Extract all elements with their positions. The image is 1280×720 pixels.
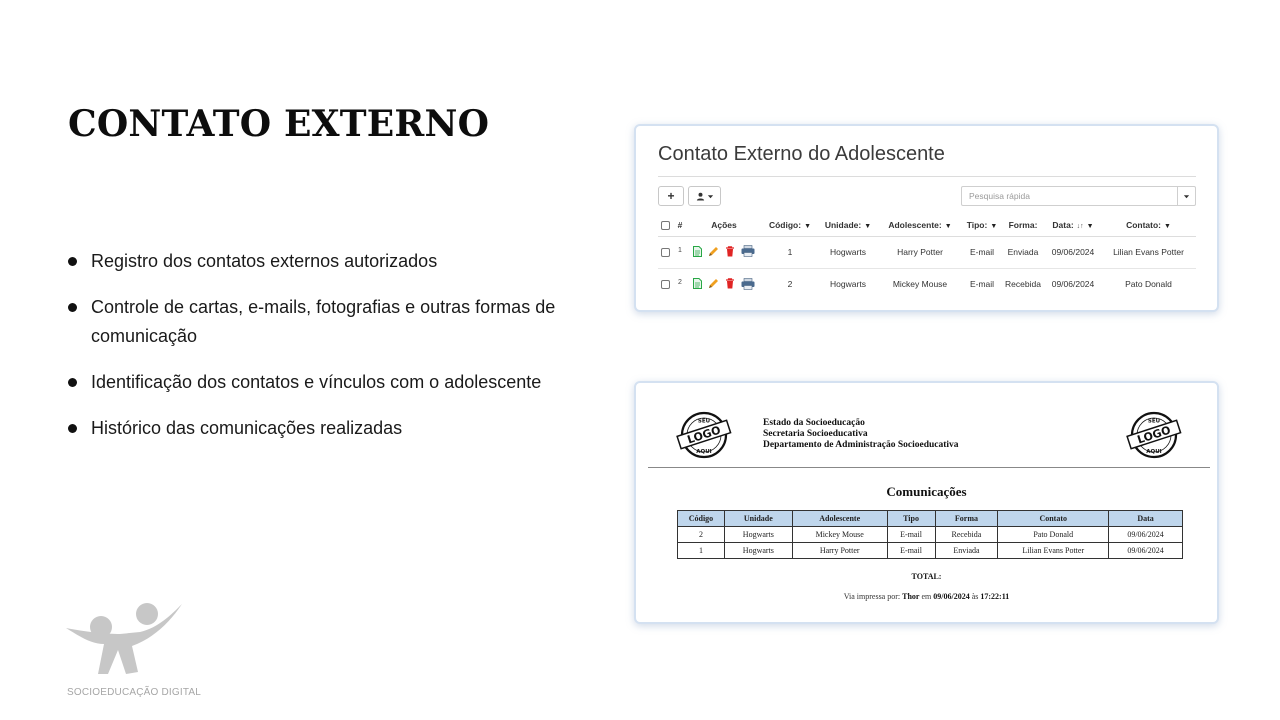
bullet-dot xyxy=(68,303,77,312)
cell-contato: Lilian Evans Potter xyxy=(1101,236,1196,268)
row-actions xyxy=(687,236,761,268)
cell-unidade: Hogwarts xyxy=(830,279,866,290)
header-line: Departamento de Administração Socioeducativa xyxy=(763,440,959,450)
col-header-acoes: Ações xyxy=(687,215,761,236)
col-label: Forma: xyxy=(1008,220,1038,231)
bullet-item xyxy=(68,293,588,351)
user-icon xyxy=(696,192,705,201)
select-all-cell xyxy=(658,215,673,236)
cell-data: 09/06/2024 xyxy=(1051,279,1095,290)
table-row[interactable] xyxy=(658,236,1196,268)
report-col-header: Tipo xyxy=(887,511,935,527)
sort-desc-icon[interactable]: ↓↑ xyxy=(1076,223,1084,231)
logo-placeholder-seal-icon xyxy=(1124,410,1184,460)
report-table xyxy=(677,510,1183,559)
filter-icon[interactable]: ▼ xyxy=(804,223,812,231)
header-line: Secretaria Socioeducativa xyxy=(763,429,868,439)
col-label: Código: xyxy=(768,220,802,231)
grid-page-title: Contato Externo do Adolescente xyxy=(658,143,945,165)
cell-contato: Pato Donald xyxy=(1125,279,1172,290)
brand-logo-icon xyxy=(62,598,187,680)
cell-adolescente: Mickey Mouse xyxy=(892,279,948,290)
report-cell: Pato Donald xyxy=(998,527,1109,543)
report-cell: 09/06/2024 xyxy=(1109,527,1183,543)
cell-forma: Enviada xyxy=(1001,236,1045,268)
table-row xyxy=(678,527,1183,543)
filter-icon[interactable]: ▼ xyxy=(864,223,872,231)
report-cell: 09/06/2024 xyxy=(1109,543,1183,559)
grid-header-row xyxy=(658,215,1196,236)
cell-forma: Recebida xyxy=(1005,279,1041,290)
cell-data: 09/06/2024 xyxy=(1045,236,1101,268)
delete-trash-icon[interactable] xyxy=(725,278,735,289)
title-divider xyxy=(658,176,1196,177)
seal-text-main: LOGO xyxy=(1135,423,1173,447)
bullet-text: Controle de cartas, e-mails, fotografias e outras formas de comunicação xyxy=(91,297,556,346)
col-header-forma[interactable] xyxy=(1001,215,1045,236)
footer-as: às xyxy=(971,592,979,601)
add-button[interactable] xyxy=(658,186,684,206)
bullet-dot xyxy=(68,257,77,266)
cell-codigo: 2 xyxy=(787,279,793,290)
report-col-header: Contato xyxy=(998,511,1109,527)
filter-icon[interactable]: ▼ xyxy=(1164,223,1171,231)
report-cell: E-mail xyxy=(887,543,935,559)
quick-search xyxy=(961,186,1196,206)
print-icon[interactable] xyxy=(741,245,755,257)
report-screenshot-card xyxy=(634,381,1219,624)
report-header-row xyxy=(678,511,1183,527)
report-cell: Harry Potter xyxy=(792,543,887,559)
report-total xyxy=(636,572,1217,581)
select-all-checkbox[interactable] xyxy=(661,221,670,230)
bullet-text: Histórico das comunicações realizadas xyxy=(91,418,403,438)
contacts-grid xyxy=(658,215,1196,300)
cell-tipo: E-mail xyxy=(969,279,995,290)
row-select-cell xyxy=(658,236,673,268)
user-menu-button[interactable] xyxy=(688,186,721,206)
document-icon[interactable] xyxy=(693,246,702,257)
document-icon[interactable] xyxy=(693,278,702,289)
row-actions xyxy=(687,268,761,300)
filter-icon[interactable]: ▼ xyxy=(990,223,998,231)
report-col-header: Forma xyxy=(935,511,998,527)
footer-brand-text: SOCIOEDUCAÇÃO DIGITAL xyxy=(67,687,202,698)
edit-pencil-icon[interactable] xyxy=(708,246,719,257)
add-button-label: + xyxy=(667,189,675,203)
report-cell: 1 xyxy=(678,543,725,559)
delete-trash-icon[interactable] xyxy=(725,246,735,257)
report-col-header: Adolescente xyxy=(792,511,887,527)
slide-title: CONTATO EXTERNO xyxy=(68,103,490,145)
seal-text-top: SEU xyxy=(697,418,711,425)
report-header xyxy=(763,418,959,451)
report-cell: Recebida xyxy=(935,527,998,543)
cell-adolescente: Harry Potter xyxy=(877,236,963,268)
bullet-list xyxy=(68,247,588,460)
col-header-num: # xyxy=(673,215,687,236)
footer-em: em xyxy=(921,592,932,601)
table-row[interactable] xyxy=(658,268,1196,300)
report-cell: E-mail xyxy=(887,527,935,543)
col-header-contato[interactable] xyxy=(1101,215,1196,236)
bullet-item xyxy=(68,247,588,276)
report-title: Comunicações xyxy=(886,484,967,499)
total-label: TOTAL: xyxy=(911,572,942,581)
table-row xyxy=(678,543,1183,559)
col-header-adolescente[interactable] xyxy=(877,215,963,236)
caret-down-icon xyxy=(1183,193,1190,200)
col-header-unidade[interactable] xyxy=(819,215,877,236)
footer-time: 17:22:11 xyxy=(980,592,1010,601)
row-number: 2 xyxy=(678,278,682,286)
row-number: 1 xyxy=(678,246,682,254)
search-dropdown-toggle[interactable] xyxy=(1177,187,1195,205)
col-label: Data: xyxy=(1052,220,1074,231)
bullet-dot xyxy=(68,378,77,387)
row-num xyxy=(673,268,687,300)
report-cell: Lilian Evans Potter xyxy=(998,543,1109,559)
filter-icon[interactable]: ▼ xyxy=(1086,223,1094,231)
cell-unidade: Hogwarts xyxy=(819,236,877,268)
seal-text-top: SEU xyxy=(1147,418,1161,425)
col-header-codigo[interactable] xyxy=(761,215,819,236)
bullet-text: Identificação dos contatos e vínculos com o adolescente xyxy=(91,372,542,392)
edit-pencil-icon[interactable] xyxy=(708,278,719,289)
report-cell: Enviada xyxy=(935,543,998,559)
row-select-cell xyxy=(658,268,673,300)
row-num xyxy=(673,236,687,268)
report-header-divider xyxy=(648,467,1210,468)
col-label: Unidade: xyxy=(824,220,862,231)
col-label: Adolescente: xyxy=(888,220,942,231)
seal-text-bottom: AQUI xyxy=(1146,449,1162,455)
header-line: Estado da Socioeducação xyxy=(763,418,865,428)
report-col-header: Código xyxy=(678,511,725,527)
bullet-text: Registro dos contatos externos autorizados xyxy=(91,251,438,271)
bullet-item xyxy=(68,368,588,397)
report-col-header: Data xyxy=(1109,511,1183,527)
seal-text-bottom: AQUI xyxy=(696,449,712,455)
footer-prefix: Via impressa por: xyxy=(843,592,901,601)
bullet-item xyxy=(68,414,588,443)
col-header-tipo[interactable] xyxy=(963,215,1001,236)
logo-placeholder-seal-icon xyxy=(674,410,734,460)
chevron-down-icon xyxy=(707,193,714,200)
col-header-data[interactable] xyxy=(1045,215,1101,236)
report-print-footer xyxy=(636,592,1217,601)
report-cell: Hogwarts xyxy=(724,543,792,559)
footer-user: Thor xyxy=(902,592,920,601)
bullet-dot xyxy=(68,424,77,433)
seal-text-main: LOGO xyxy=(685,423,723,447)
print-icon[interactable] xyxy=(741,278,755,290)
col-label: Tipo: xyxy=(966,220,988,231)
report-cell: Mickey Mouse xyxy=(792,527,887,543)
quick-search-input[interactable] xyxy=(962,187,1177,205)
footer-date: 09/06/2024 xyxy=(933,592,970,601)
row-checkbox[interactable] xyxy=(661,280,670,289)
report-cell: 2 xyxy=(678,527,725,543)
row-checkbox[interactable] xyxy=(661,248,670,257)
col-label: Contato: xyxy=(1126,220,1161,231)
report-cell: Hogwarts xyxy=(724,527,792,543)
report-col-header: Unidade xyxy=(724,511,792,527)
grid-screenshot-card xyxy=(634,124,1219,312)
cell-codigo: 1 xyxy=(761,236,819,268)
cell-tipo: E-mail xyxy=(963,236,1001,268)
filter-icon[interactable]: ▼ xyxy=(944,223,952,231)
